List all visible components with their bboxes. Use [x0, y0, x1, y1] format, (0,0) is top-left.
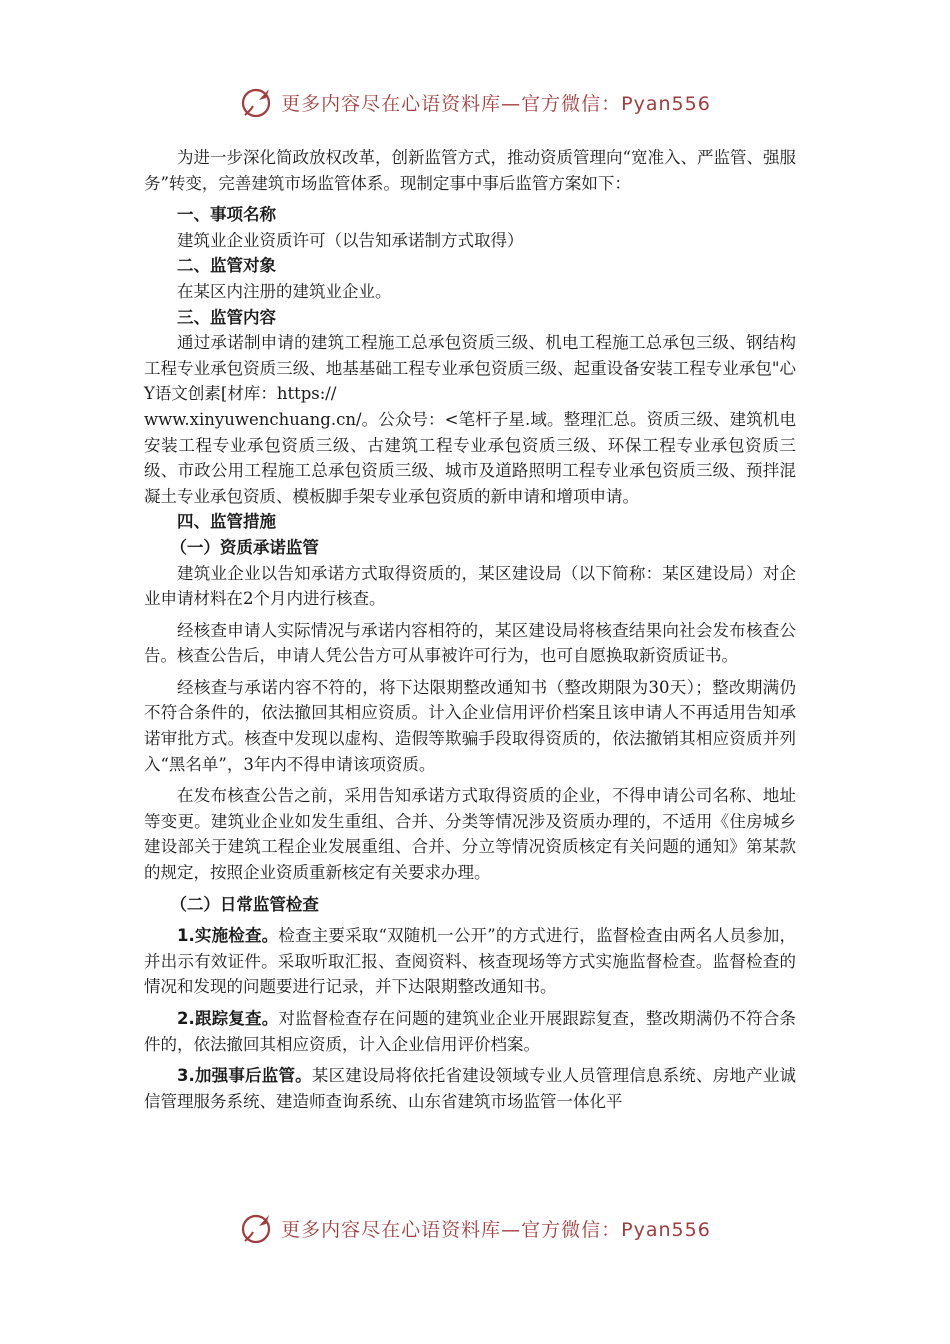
footer-banner	[0, 1208, 950, 1248]
item-3-lead: 3.加强事后监管。	[177, 1066, 312, 1086]
section-text-1: 建筑业企业资质许可（以告知承诺制方式取得）	[177, 230, 524, 250]
section-text-3a: 通过承诺制申请的建筑工程施工总承包资质三级、机电工程施工总承包三级、钢结构工程专业承包资质三级、地基基础工程专业承包资质三级、起重设备安装工程专业承包"心Y语文创素[材库：https://	[144, 333, 796, 404]
item-3-text: 某区建设局将依托省建设领域专业人员管理信息系统、房地产业诚信管理服务系统、建造师查询系统、山东省建筑市场监管一体化平	[144, 1066, 797, 1111]
item-2	[144, 1006, 796, 1057]
item-2-text: 对监督检查存在问题的建筑业企业开展跟踪复查，整改期满仍不符合条件的，依法撤回其相应资质，计入企业信用评价档案。	[144, 1009, 797, 1054]
item-1-lead: 1.实施检查。	[177, 926, 279, 946]
banner-text: 更多内容尽在心语资料库—官方微信：Pyan556	[281, 92, 711, 115]
section-title-2: 二、监管对象	[177, 256, 276, 276]
quill-logo-icon	[239, 1210, 275, 1246]
banner-text: 更多内容尽在心语资料库—官方微信：Pyan556	[281, 1218, 711, 1241]
sub1-paragraph-2: 经核查申请人实际情况与承诺内容相符的，某区建设局将核查结果向社会发布核查公告。核查公告后，申请人凭公告方可从事被许可行为，也可自愿换取新资质证书。	[144, 620, 796, 666]
quill-logo-icon	[239, 84, 275, 120]
section-text-2: 在某区内注册的建筑业企业。	[177, 281, 392, 301]
header-banner	[0, 82, 950, 122]
item-3	[144, 1063, 796, 1114]
subsection-title-2: （二）日常监管检查	[170, 894, 319, 914]
document-body	[144, 145, 796, 1114]
sub1-paragraph-3: 经核查与承诺内容不符的，将下达限期整改通知书（整改期限为30天）；整改期满仍不符合条件的，依法撤回其相应资质。计入企业信用评价档案且该申请人不再适用告知承诺审批方式。核查中发现以虚构、造假等欺骗手段取得资质的，依法撤销其相应资质并列入“黑名单”，3年内不得申请该项资质。	[144, 677, 796, 774]
section-text-3b: www.xinyuwenchuang.cn/。公众号：<笔杆子星.域。整理汇总。资质三级、建筑机电安装工程专业承包资质三级、古建筑工程专业承包资质三级、环保工程专业承包资质三级、市政公用工程施工总承包资质三级、城市及道路照明工程专业承包资质三级、预拌混凝土专业承包资质、模板脚手架专业承包资质的新申请和增项申请。	[144, 409, 796, 506]
section-title-4: 四、监管措施	[177, 512, 276, 532]
section-title-1: 一、事项名称	[177, 205, 276, 225]
sub1-paragraph-1: 建筑业企业以告知承诺方式取得资质的，某区建设局（以下简称：某区建设局）对企业申请材料在2个月内进行核查。	[144, 563, 796, 609]
subsection-title-1: （一）资质承诺监管	[170, 537, 319, 557]
section-title-3: 三、监管内容	[177, 307, 276, 327]
sub1-paragraph-4: 在发布核查公告之前，采用告知承诺方式取得资质的企业，不得申请公司名称、地址等变更。建筑业企业如发生重组、合并、分类等情况涉及资质办理的，不适用《住房城乡建设部关于建筑工程企业发展重组、合并、分立等情况资质核定有关问题的通知》第某款的规定，按照企业资质重新核定有关要求办理。	[144, 786, 796, 883]
intro-paragraph: 为进一步深化简政放权改革，创新监管方式，推动资质管理向“宽准入、严监管、强服务”转变，完善建筑市场监管体系。现制定事中事后监管方案如下：	[144, 148, 796, 193]
item-1-text: 检查主要采取“双随机一公开”的方式进行，监督检查由两名人员参加，并出示有效证件。采取听取汇报、查阅资料、核查现场等方式实施监督检查。监督检查的情况和发现的问题要进行记录，并下达限期整改通知书。	[144, 926, 797, 997]
item-1	[144, 923, 796, 1000]
item-2-lead: 2.跟踪复查。	[177, 1009, 279, 1028]
